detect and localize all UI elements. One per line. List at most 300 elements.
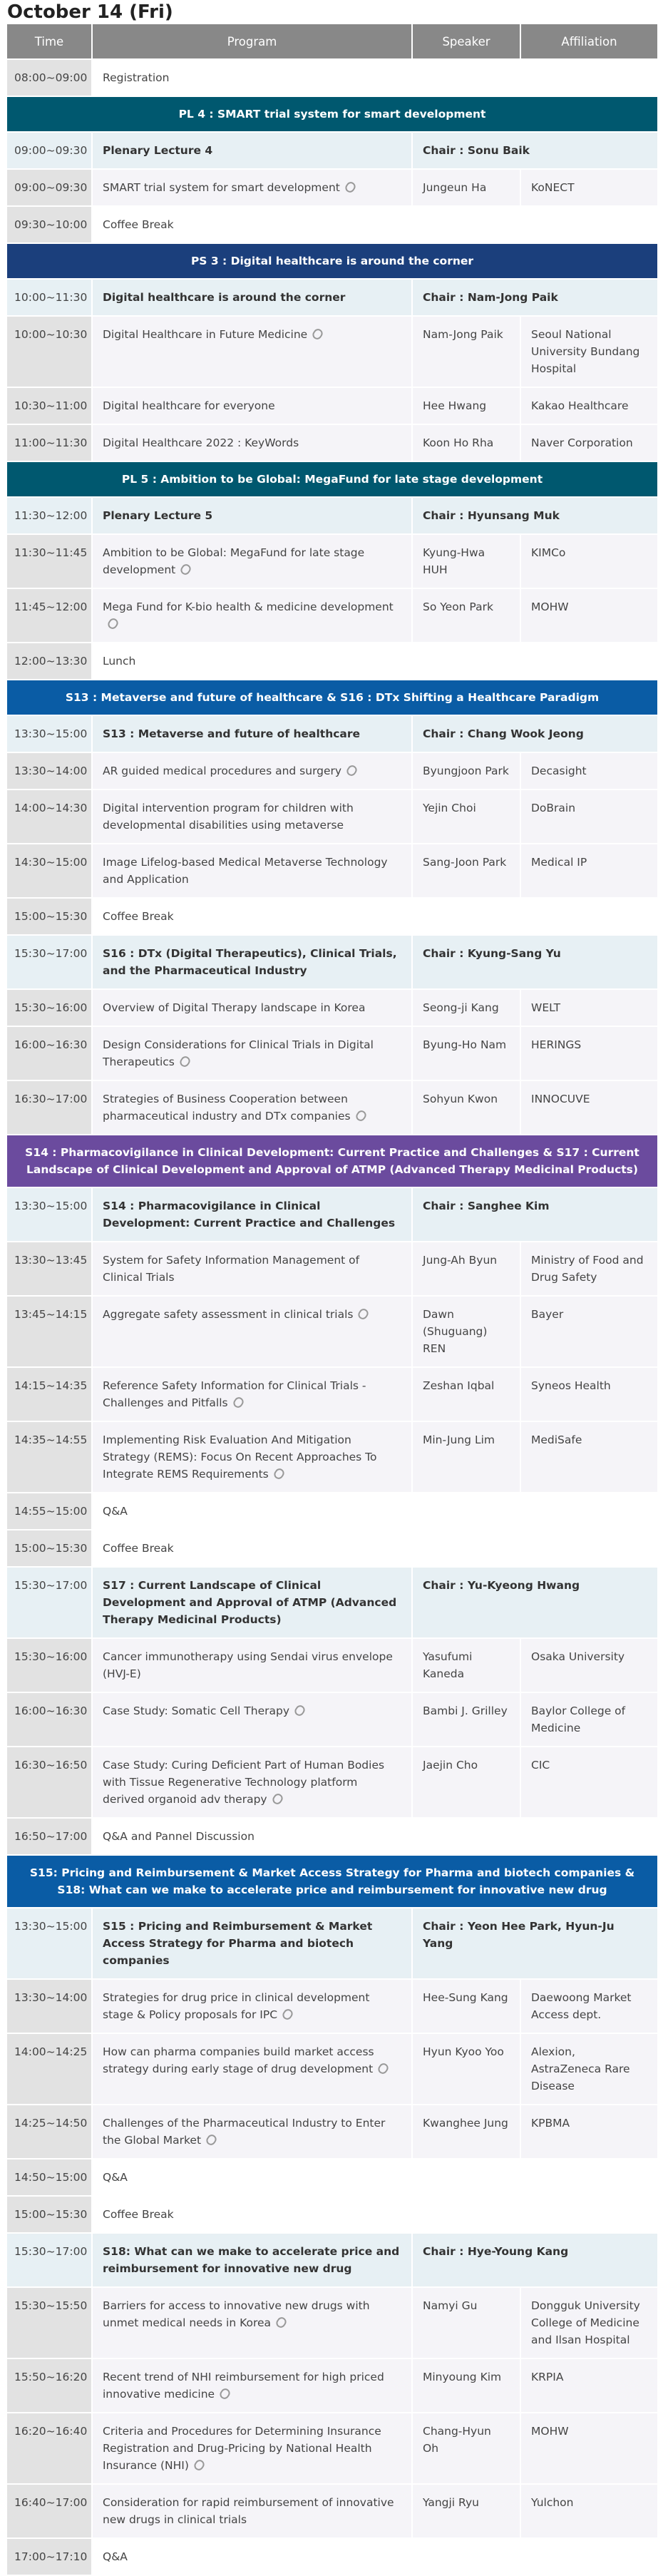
time-cell (7, 1693, 91, 1746)
speaker-cell-text: Chang-Hyun Oh (423, 2425, 491, 2455)
session-title (7, 244, 657, 278)
time-cell (7, 1081, 91, 1134)
program-cell (93, 498, 411, 533)
speaker-cell (413, 170, 520, 205)
time-cell-text: 15:00~15:30 (14, 910, 88, 923)
program-cell-text: Image Lifelog-based Medical Metaverse Technology and Application (103, 856, 388, 886)
program-cell-text: Recent trend of NHI reimbursement for high priced innovative medicine (103, 2371, 384, 2401)
time-cell-text: 14:15~14:35 (14, 1379, 88, 1392)
paperclip-icon[interactable] (231, 1396, 245, 1410)
affiliation-cell (521, 2034, 657, 2104)
program-cell-text: Strategies for drug price in clinical development stage & Policy proposals for IPC (103, 1991, 370, 2021)
paperclip-icon[interactable] (106, 617, 120, 631)
paperclip-icon[interactable] (311, 327, 324, 342)
program-cell-text: Lunch (103, 655, 136, 668)
time-cell-text: 11:45~12:00 (14, 600, 88, 613)
speaker-cell-text: Byungjoon Park (423, 765, 509, 777)
affiliation-cell (521, 2413, 657, 2483)
program-cell (93, 2105, 411, 2158)
header-affiliation: Affiliation (521, 24, 657, 58)
time-cell-text: 16:50~17:00 (14, 1830, 88, 1843)
time-cell (7, 2160, 91, 2195)
program-cell (93, 1747, 411, 1817)
program-cell-text: Q&A and Pannel Discussion (103, 1830, 255, 1843)
talk-row (7, 1027, 657, 1080)
time-cell-text: 09:00~09:30 (14, 181, 88, 194)
program-cell-text: System for Safety Information Management of Clinical Trials (103, 1254, 360, 1284)
talk-row (7, 844, 657, 897)
talk-row (7, 1980, 657, 2033)
program-cell-text: AR guided medical procedures and surgery (103, 765, 342, 777)
paperclip-icon[interactable] (344, 180, 357, 195)
time-cell-text: 15:30~17:00 (14, 1579, 88, 1592)
time-cell (7, 207, 91, 242)
affiliation-cell (521, 2359, 657, 2412)
talk-row (7, 2413, 657, 2483)
affiliation-cell-text: INNOCUVE (531, 1093, 590, 1105)
program-cell (93, 1493, 657, 1529)
talk-row (7, 2288, 657, 2358)
speaker-cell (413, 2359, 520, 2412)
affiliation-cell-text: MOHW (531, 600, 569, 613)
talk-row (7, 790, 657, 843)
program-cell-text: Digital Healthcare in Future Medicine (103, 328, 308, 341)
program-cell-text: Coffee Break (103, 910, 174, 923)
affiliation-cell (521, 535, 657, 588)
session-chair-row (7, 1568, 657, 1637)
speaker-cell-text: Zeshan Iqbal (423, 1379, 495, 1392)
program-cell-text: How can pharma companies build market access strategy during early stage of drug development (103, 2045, 374, 2075)
speaker-cell-text: Kwanghee Jung (423, 2117, 508, 2130)
affiliation-cell (521, 1422, 657, 1492)
talk-row (7, 2105, 657, 2158)
affiliation-cell (521, 1027, 657, 1080)
program-cell-text: Q&A (103, 2171, 128, 2184)
time-cell-text: 15:30~16:00 (14, 1001, 88, 1014)
session-title-text: S13 : Metaverse and future of healthcare & S16 : DTx Shifting a Healthcare Paradigm (65, 691, 600, 704)
header-time: Time (7, 24, 91, 58)
program-cell-text: Cancer immunotherapy using Sendai virus envelope (HVJ-E) (103, 1650, 393, 1680)
affiliation-cell (521, 753, 657, 789)
speaker-cell-text: Koon Ho Rha (423, 436, 494, 449)
program-cell (93, 1908, 411, 1978)
talk-row (7, 2485, 657, 2537)
session-chair-row (7, 2234, 657, 2286)
speaker-cell-text: Byung-Ho Nam (423, 1038, 507, 1051)
speaker-cell (413, 1027, 520, 1080)
affiliation-cell (521, 1693, 657, 1746)
time-cell (7, 2234, 91, 2286)
speaker-cell (413, 1242, 520, 1295)
affiliation-cell-text: Decasight (531, 765, 587, 777)
time-cell (7, 2105, 91, 2158)
session-chair-row (7, 1188, 657, 1241)
paperclip-icon[interactable] (281, 2008, 294, 2022)
talk-row (7, 753, 657, 789)
time-cell (7, 170, 91, 205)
speaker-cell-text: Jaejin Cho (423, 1759, 478, 1772)
time-cell-text: 11:30~12:00 (14, 509, 88, 522)
speaker-cell-text: Namyi Gu (423, 2299, 478, 2312)
time-cell (7, 990, 91, 1026)
session-title-text: PL 4 : SMART trial system for smart development (178, 108, 486, 121)
program-cell (93, 2359, 411, 2412)
program-cell (93, 425, 411, 461)
time-cell-text: 14:30~15:00 (14, 856, 88, 869)
time-cell-text: 16:30~16:50 (14, 1759, 88, 1772)
talk-row (7, 170, 657, 205)
session-chair-row (7, 280, 657, 315)
affiliation-cell (521, 1980, 657, 2033)
program-cell-text: Digital Healthcare 2022 : KeyWords (103, 436, 299, 449)
time-cell (7, 1493, 91, 1529)
speaker-cell-text: Hee-Sung Kang (423, 1991, 508, 2004)
affiliation-cell (521, 388, 657, 424)
paperclip-icon[interactable] (274, 2316, 288, 2330)
session-header-row (7, 680, 657, 715)
speaker-cell-text: Jung-Ah Byun (423, 1254, 498, 1267)
speaker-cell (413, 1693, 520, 1746)
time-cell-text: 13:30~14:00 (14, 1991, 88, 2004)
time-cell-text: 16:20~16:40 (14, 2425, 88, 2438)
page-title: October 14 (Fri) (7, 1, 173, 23)
chair-cell (413, 498, 657, 533)
talk-row (7, 1747, 657, 1817)
program-cell (93, 1242, 411, 1295)
program-cell (93, 643, 657, 679)
program-cell-text: Overview of Digital Therapy landscape in Korea (103, 1001, 366, 1014)
affiliation-cell-text: Ministry of Food and Drug Safety (531, 1254, 644, 1284)
program-cell-text: Reference Safety Information for Clinical Trials - Challenges and Pitfalls (103, 1379, 366, 1409)
schedule-row (7, 2160, 657, 2195)
schedule-row (7, 60, 657, 96)
session-chair-row (7, 1908, 657, 1978)
program-cell (93, 1368, 411, 1421)
paperclip-icon[interactable] (376, 2062, 390, 2076)
affiliation-cell (521, 1297, 657, 1366)
program-cell-text: Case Study: Somatic Cell Therapy (103, 1704, 289, 1717)
affiliation-cell-text: Naver Corporation (531, 436, 633, 449)
talk-row (7, 2034, 657, 2104)
affiliation-cell (521, 1639, 657, 1692)
talk-row (7, 1368, 657, 1421)
time-cell (7, 1368, 91, 1421)
chair-cell-text: Chair : Sonu Baik (423, 144, 530, 157)
affiliation-cell-text: CIC (531, 1759, 550, 1772)
speaker-cell (413, 1980, 520, 2033)
speaker-cell-text: Yejin Choi (423, 802, 476, 814)
speaker-cell (413, 2413, 520, 2483)
affiliation-cell-text: HERINGS (531, 1038, 582, 1051)
time-cell-text: 11:30~11:45 (14, 546, 88, 559)
program-cell (93, 2485, 411, 2537)
affiliation-cell-text: Seoul National University Bundang Hospital (531, 328, 640, 375)
speaker-cell-text: Minyoung Kim (423, 2371, 502, 2383)
schedule-row (7, 207, 657, 242)
program-cell (93, 2234, 411, 2286)
schedule-row (7, 2539, 657, 2575)
talk-row (7, 425, 657, 461)
chair-cell (413, 280, 657, 315)
paperclip-icon[interactable] (293, 1704, 307, 1718)
time-cell-text: 13:30~15:00 (14, 727, 88, 740)
time-cell-text: 10:00~10:30 (14, 328, 88, 341)
time-cell-text: 13:45~14:15 (14, 1308, 88, 1321)
affiliation-cell (521, 170, 657, 205)
speaker-cell-text: Sohyun Kwon (423, 1093, 498, 1105)
paperclip-icon[interactable] (356, 1307, 370, 1322)
speaker-cell-text: Kyung-Hwa HUH (423, 546, 485, 576)
time-cell (7, 133, 91, 168)
header-speaker: Speaker (413, 24, 520, 58)
program-cell-text: Coffee Break (103, 2208, 174, 2221)
program-cell (93, 1188, 411, 1241)
program-cell-text: S13 : Metaverse and future of healthcare (103, 727, 361, 740)
time-cell-text: 12:00~13:30 (14, 655, 88, 668)
time-cell-text: 14:50~15:00 (14, 2171, 88, 2184)
schedule-table (6, 23, 659, 2576)
paperclip-icon[interactable] (178, 1055, 192, 1069)
time-cell (7, 1188, 91, 1241)
schedule-row (7, 899, 657, 934)
time-cell-text: 13:30~15:00 (14, 1920, 88, 1933)
speaker-cell (413, 535, 520, 588)
program-cell (93, 1568, 411, 1637)
affiliation-cell (521, 589, 657, 642)
time-cell-text: 15:30~17:00 (14, 2245, 88, 2258)
speaker-cell (413, 753, 520, 789)
speaker-cell-text: Hyun Kyoo Yoo (423, 2045, 504, 2058)
affiliation-cell (521, 790, 657, 843)
paperclip-icon[interactable] (270, 1792, 284, 1806)
speaker-cell-text: Sang-Joon Park (423, 856, 507, 869)
time-cell (7, 425, 91, 461)
program-cell (93, 1819, 657, 1854)
speaker-cell (413, 2105, 520, 2158)
program-cell-text: Design Considerations for Clinical Trials in Digital Therapeutics (103, 1038, 374, 1068)
time-cell-text: 15:30~16:00 (14, 1650, 88, 1663)
program-cell-text: S16 : DTx (Digital Therapeutics), Clinical Trials, and the Pharmaceutical Industry (103, 947, 397, 977)
talk-row (7, 535, 657, 588)
session-chair-row (7, 936, 657, 988)
affiliation-cell-text: KoNECT (531, 181, 575, 194)
speaker-cell-text: So Yeon Park (423, 600, 493, 613)
time-cell (7, 1530, 91, 1566)
program-cell (93, 388, 411, 424)
program-cell (93, 844, 411, 897)
affiliation-cell-text: KPBMA (531, 2117, 570, 2130)
speaker-cell-text: Seong-ji Kang (423, 1001, 499, 1014)
speaker-cell (413, 1422, 520, 1492)
chair-cell-text: Chair : Hyunsang Muk (423, 509, 560, 522)
session-header-row (7, 462, 657, 496)
time-cell-text: 16:00~16:30 (14, 1038, 88, 1051)
program-cell-text: Plenary Lecture 4 (103, 144, 213, 157)
time-cell-text: 14:00~14:30 (14, 802, 88, 814)
time-cell (7, 2413, 91, 2483)
program-cell-text: Strategies of Business Cooperation between pharmaceutical industry and DTx companies (103, 1093, 351, 1123)
program-cell (93, 1422, 411, 1492)
paperclip-icon[interactable] (205, 2133, 218, 2147)
speaker-cell-text: Yangji Ryu (423, 2496, 479, 2509)
affiliation-cell-text: Bayer (531, 1308, 564, 1321)
affiliation-cell (521, 1368, 657, 1421)
program-cell (93, 170, 411, 205)
talk-row (7, 1422, 657, 1492)
speaker-cell (413, 1368, 520, 1421)
session-header-row (7, 97, 657, 131)
talk-row (7, 388, 657, 424)
speaker-cell (413, 2034, 520, 2104)
program-cell (93, 2034, 411, 2104)
time-cell (7, 716, 91, 752)
program-cell-text: Digital healthcare is around the corner (103, 291, 346, 304)
speaker-cell (413, 388, 520, 424)
paperclip-icon[interactable] (354, 1109, 367, 1123)
program-cell-text: Case Study: Curing Deficient Part of Human Bodies with Tissue Regenerative Technology platform derived organoid adv therapy (103, 1759, 385, 1806)
time-cell-text: 15:50~16:20 (14, 2371, 88, 2383)
program-cell (93, 753, 411, 789)
speaker-cell (413, 844, 520, 897)
chair-cell-text: Chair : Kyung-Sang Yu (423, 947, 561, 960)
speaker-cell-text: Dawn (Shuguang) REN (423, 1308, 488, 1355)
time-cell (7, 2034, 91, 2104)
affiliation-cell (521, 2288, 657, 2358)
talk-row (7, 990, 657, 1026)
affiliation-cell-text: Alexion, AstraZeneca Rare Disease (531, 2045, 630, 2092)
program-cell-text: S15 : Pricing and Reimbursement & Market Access Strategy for Pharma and biotech companies (103, 1920, 373, 1967)
speaker-cell (413, 1747, 520, 1817)
program-cell-text: Q&A (103, 2550, 128, 2563)
paperclip-icon[interactable] (272, 1467, 286, 1481)
chair-cell-text: Chair : Yu-Kyeong Hwang (423, 1579, 580, 1592)
speaker-cell-text: Hee Hwang (423, 399, 487, 412)
time-cell (7, 2197, 91, 2232)
affiliation-cell (521, 425, 657, 461)
time-cell-text: 13:30~13:45 (14, 1254, 88, 1267)
session-chair-row (7, 716, 657, 752)
affiliation-cell-text: Medical IP (531, 856, 587, 869)
session-title (7, 1856, 657, 1907)
time-cell (7, 2485, 91, 2537)
program-cell (93, 990, 411, 1026)
schedule-row (7, 1819, 657, 1854)
time-cell-text: 16:40~17:00 (14, 2496, 88, 2509)
program-cell-text: Mega Fund for K-bio health & medicine development (103, 600, 394, 613)
time-cell (7, 535, 91, 588)
schedule-row (7, 643, 657, 679)
session-header-row (7, 1135, 657, 1187)
talk-row (7, 1297, 657, 1366)
session-header-row (7, 1856, 657, 1907)
time-cell (7, 936, 91, 988)
affiliation-cell-text: MediSafe (531, 1433, 582, 1446)
time-cell (7, 2288, 91, 2358)
session-chair-row (7, 498, 657, 533)
program-cell (93, 716, 411, 752)
chair-cell (413, 1568, 657, 1637)
affiliation-cell-text: Yulchon (531, 2496, 574, 2509)
affiliation-cell (521, 2485, 657, 2537)
speaker-cell (413, 1639, 520, 1692)
session-title-text: PS 3 : Digital healthcare is around the corner (190, 255, 474, 267)
speaker-cell (413, 425, 520, 461)
schedule-row (7, 2197, 657, 2232)
time-cell (7, 1819, 91, 1854)
program-cell (93, 1639, 411, 1692)
program-cell (93, 2160, 657, 2195)
table-header-row (7, 24, 657, 58)
talk-row (7, 589, 657, 642)
affiliation-cell-text: MOHW (531, 2425, 569, 2438)
affiliation-cell (521, 1081, 657, 1134)
time-cell-text: 15:30~15:50 (14, 2299, 88, 2312)
speaker-cell (413, 790, 520, 843)
session-title-text: PL 5 : Ambition to be Global: MegaFund for late stage development (121, 473, 543, 486)
paperclip-icon[interactable] (218, 2387, 232, 2401)
time-cell-text: 10:30~11:00 (14, 399, 88, 412)
program-cell-text: Challenges of the Pharmaceutical Industry to Enter the Global Market (103, 2117, 386, 2147)
chair-cell (413, 133, 657, 168)
time-cell (7, 1747, 91, 1817)
time-cell-text: 09:00~09:30 (14, 144, 88, 157)
affiliation-cell-text: Osaka University (531, 1650, 625, 1663)
chair-cell (413, 1188, 657, 1241)
time-cell-text: 14:55~15:00 (14, 1505, 88, 1518)
program-cell (93, 317, 411, 387)
affiliation-cell-text: Baylor College of Medicine (531, 1704, 626, 1734)
paperclip-icon[interactable] (192, 2458, 206, 2473)
chair-cell-text: Chair : Chang Wook Jeong (423, 727, 584, 740)
affiliation-cell-text: DoBrain (531, 802, 576, 814)
time-cell-text: 14:25~14:50 (14, 2117, 88, 2130)
talk-row (7, 1639, 657, 1692)
affiliation-cell-text: Dongguk University College of Medicine and Ilsan Hospital (531, 2299, 640, 2346)
program-cell (93, 60, 657, 96)
program-cell (93, 280, 411, 315)
program-cell-text: Plenary Lecture 5 (103, 509, 213, 522)
program-cell-text: Barriers for access to innovative new drugs with unmet medical needs in Korea (103, 2299, 370, 2329)
paperclip-icon[interactable] (345, 764, 359, 778)
time-cell-text: 14:35~14:55 (14, 1433, 88, 1446)
header-program: Program (93, 24, 411, 58)
affiliation-cell (521, 1747, 657, 1817)
program-cell (93, 207, 657, 242)
program-cell-text: Coffee Break (103, 218, 174, 231)
program-cell-text: S17 : Current Landscape of Clinical Development and Approval of ATMP (Advanced Therapy Medicinal Products) (103, 1579, 397, 1626)
program-cell-text: Consideration for rapid reimbursement of innovative new drugs in clinical trials (103, 2496, 394, 2526)
program-cell (93, 133, 411, 168)
affiliation-cell-text: WELT (531, 1001, 561, 1014)
talk-row (7, 1242, 657, 1295)
affiliation-cell (521, 844, 657, 897)
program-cell (93, 535, 411, 588)
speaker-cell (413, 1081, 520, 1134)
affiliation-cell (521, 2105, 657, 2158)
time-cell (7, 1568, 91, 1637)
program-cell-text: SMART trial system for smart development (103, 181, 340, 194)
time-cell-text: 15:30~17:00 (14, 947, 88, 960)
program-cell (93, 899, 657, 934)
speaker-cell-text: Yasufumi Kaneda (423, 1650, 473, 1680)
program-cell (93, 1081, 411, 1134)
time-cell (7, 1908, 91, 1978)
affiliation-cell (521, 1242, 657, 1295)
affiliation-cell-text: Syneos Health (531, 1379, 611, 1392)
program-cell-text: S18: What can we make to accelerate price and reimbursement for innovative new drug (103, 2245, 400, 2275)
speaker-cell (413, 1297, 520, 1366)
paperclip-icon[interactable] (179, 563, 192, 577)
